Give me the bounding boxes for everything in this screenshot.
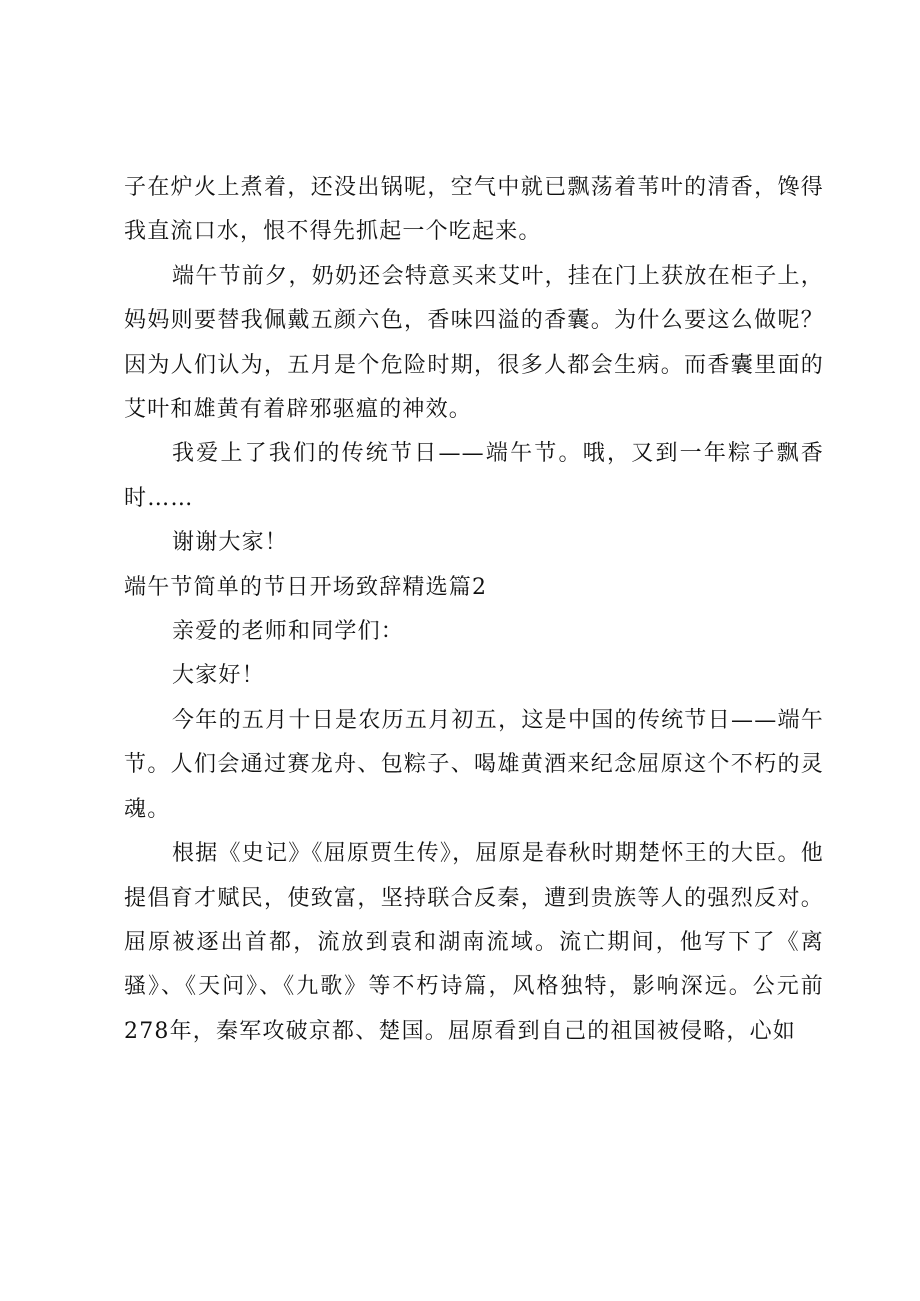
section-heading: 端午节简单的节日开场致辞精选篇2 (124, 574, 488, 600)
paragraph-greeting: 大家好！ (172, 663, 265, 689)
paragraph-zongzi-cooking: 子在炉火上煮着，还没出锅呢，空气中就已飘荡着苇叶的清香，馋得我直流口水，恨不得先抓起一个吃起来。 (124, 175, 824, 245)
paragraph-salutation: 亲爱的老师和同学们： (172, 619, 405, 645)
paragraph-qu-yuan-history: 根据《史记》《屈原贾生传》，屈原是春秋时期楚怀王的大臣。他提倡育才赋民，使致富，坚持联合反秦，遭到贵族等人的强烈反对。屈原被逐出首都，流放到袁和湖南流域。流亡期间，他写下了《离骚》、《天问》、《九歌》等不朽诗篇，风格独特，影响深远。公元前278年，秦军攻破京都、楚国。屈原看到自己的祖国被侵略，心如 (124, 841, 824, 1044)
paragraph-mugwort-sachet: 端午节前夕，奶奶还会特意买来艾叶，挂在门上获放在柜子上，妈妈则要替我佩戴五颜六色，香味四溢的香囊。为什么要这么做呢？因为人们认为，五月是个危险时期，很多人都会生病。而香囊里面的艾叶和雄黄有着辟邪驱瘟的神效。 (124, 263, 824, 423)
paragraph-love-festival: 我爱上了我们的传统节日——端午节。哦，又到一年粽子飘香时…… (124, 441, 824, 511)
document-body (124, 166, 824, 1054)
paragraph-festival-date: 今年的五月十日是农历五月初五，这是中国的传统节日——端午节。人们会通过赛龙舟、包粽子、喝雄黄酒来纪念屈原这个不朽的灵魂。 (124, 707, 824, 822)
paragraph-thanks: 谢谢大家！ (172, 530, 289, 556)
